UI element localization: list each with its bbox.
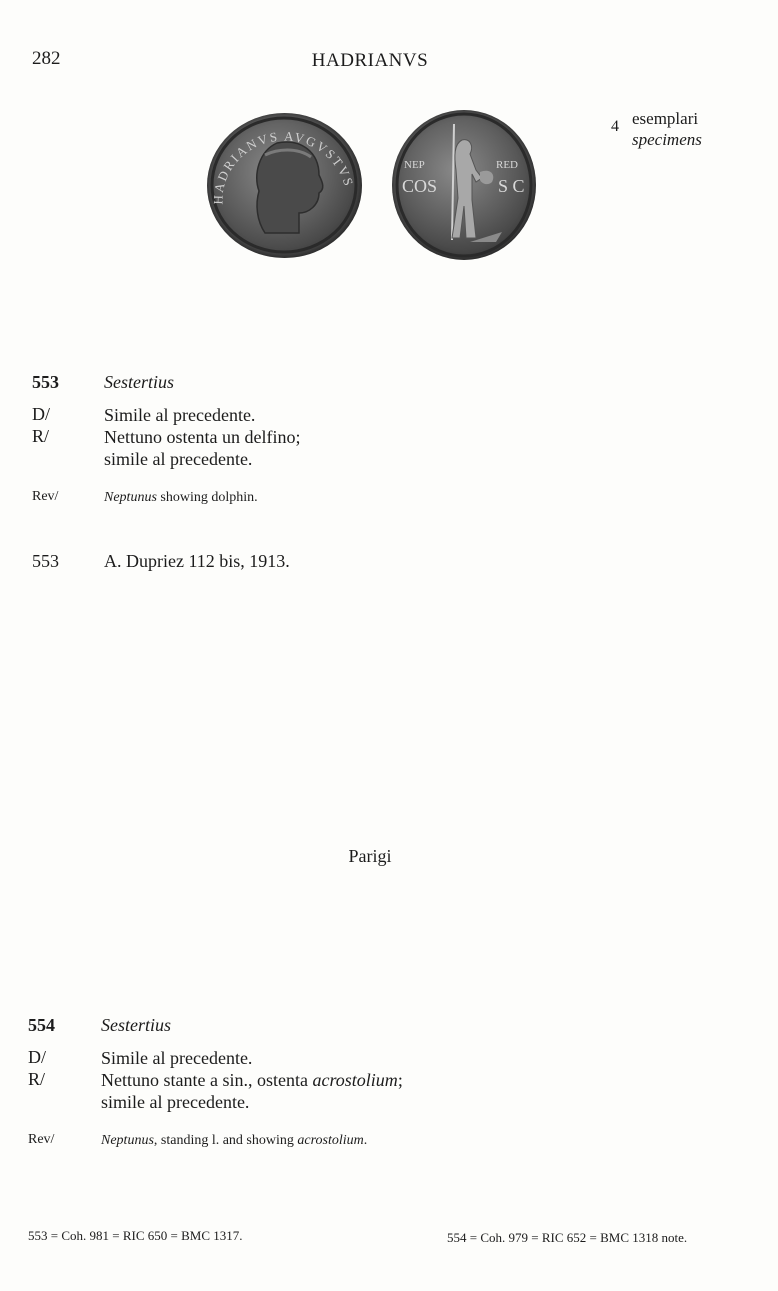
reverse-legend-bottom-right: S C xyxy=(498,176,525,196)
reverse-description-line-2: simile al precedente. xyxy=(101,1092,250,1112)
reverse-label: R/ xyxy=(32,426,50,446)
reverse-text-part: Nettuno stante a sin., ostenta xyxy=(101,1070,313,1090)
reverse-label: R/ xyxy=(28,1069,46,1089)
obverse-description: Simile al precedente. xyxy=(104,405,256,425)
deity-name: Neptunus xyxy=(104,490,157,505)
english-reverse-rest: showing dolphin. xyxy=(156,490,258,505)
entry-denomination: Sestertius xyxy=(104,372,174,392)
reverse-legend-right: RED xyxy=(496,159,518,171)
obverse-legend: HADRIANVS AVGVSTVS xyxy=(210,128,357,205)
footnote-left: 553 = Coh. 981 = RIC 650 = BMC 1317. xyxy=(28,1228,243,1243)
running-title: HADRIANVS xyxy=(311,50,429,71)
entry-number: 553 xyxy=(32,372,59,392)
english-reverse-description xyxy=(104,490,258,506)
english-rev-label: Rev/ xyxy=(28,1132,55,1147)
obverse-label: D/ xyxy=(28,1047,46,1067)
english-object-term: acrostolium xyxy=(297,1133,364,1148)
entry-number: 554 xyxy=(28,1015,55,1035)
reverse-description-line-1 xyxy=(101,1069,403,1091)
reverse-description-line-1: Nettuno ostenta un delfino; xyxy=(104,427,301,447)
english-rev-label: Rev/ xyxy=(32,489,59,504)
specimen-label-en: specimens xyxy=(632,130,702,149)
reverse-legend-bottom-left: COS xyxy=(402,176,438,196)
reverse-description-line-2: simile al precedente. xyxy=(104,449,253,469)
reference-number: 553 xyxy=(32,551,59,571)
entry-denomination: Sestertius xyxy=(101,1015,171,1035)
obverse-label: D/ xyxy=(32,404,50,424)
english-reverse-description xyxy=(101,1133,367,1149)
reverse-object-term: acrostolium xyxy=(312,1070,398,1090)
english-reverse-end: . xyxy=(363,1133,368,1148)
specimen-count: 4 xyxy=(611,118,619,135)
coin-obverse-image xyxy=(207,113,362,258)
reverse-text-part: ; xyxy=(397,1070,403,1090)
reverse-legend-left: NEP xyxy=(404,159,425,171)
footnote-right: 554 = Coh. 979 = RIC 652 = BMC 1318 note. xyxy=(447,1230,688,1245)
obverse-description: Simile al precedente. xyxy=(101,1048,253,1068)
english-reverse-mid: , standing l. and showing xyxy=(153,1133,298,1148)
specimen-label-it: esemplari xyxy=(632,109,699,128)
deity-name: Neptunus xyxy=(101,1133,154,1148)
entry-description xyxy=(101,1047,403,1113)
specimen-label xyxy=(632,108,702,150)
entry-description xyxy=(104,404,300,470)
coin-reverse-image xyxy=(392,110,536,260)
page-number: 282 xyxy=(32,48,61,69)
location-caption: Parigi xyxy=(348,846,392,866)
reference-text: A. Dupriez 112 bis, 1913. xyxy=(104,551,290,571)
